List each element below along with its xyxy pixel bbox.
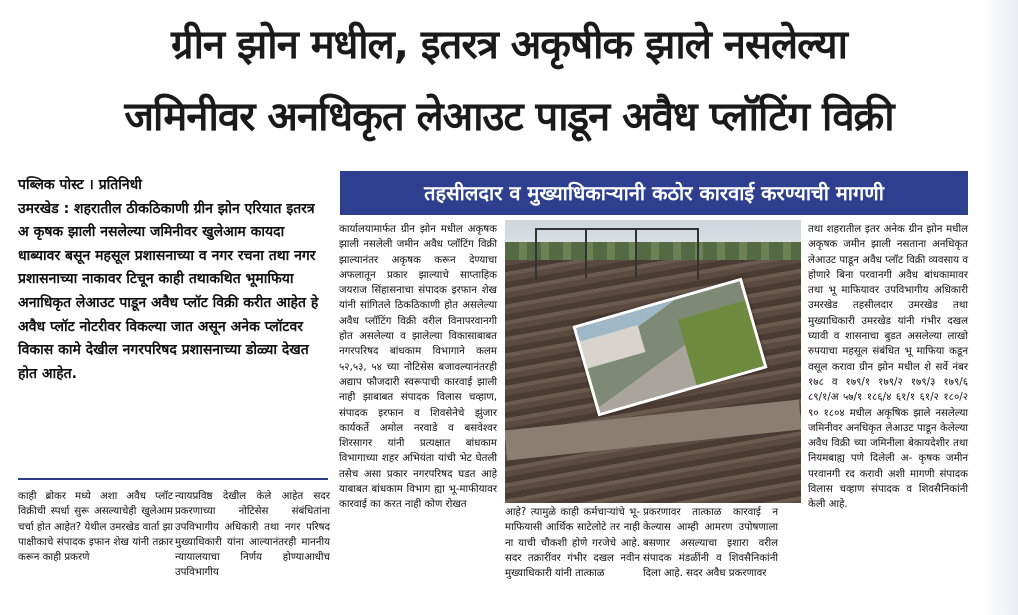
article-column-6: तथा शहरातील इतर अनेक ग्रीन झोन मधील अकृषक जमीन झाली नसताना अनधिकृत लेआउट पाडून अवैध प्लॉट विक्री व्यवसाय व होणारे बिना परवानगी अवैध बांधकामावर तथा भू माफियावर उपविभागीय अधिकारी उमरखेड तहसीलदार उमरखेड तथा मुख्याधिकारी उमरखेड यांनी गंभीर दखल घ्यावी व शासनाचा बुडत असलेल्या लाखो रुपयाचा महसूल संबंधित भू माफिया कडून वसूल करावा ग्रीन झोन मधील शे सर्वे नंबर १७८ व १७९/१ १७९/२ १७९/३ १७९/६ ८९/१/अ ५७/१ १८६/४ ६१/१ ६१/२ १८०/२ ९० १८०४ मधील अकृषिक झाले नसलेल्या जमिनीवर अनधिकृत लेआउट पाडून केलेल्या अवैध विक्री च्या जमिनीला बेकायदेशीर तथा नियमबाह्य पणे दिलेली अ- कृषक जमीन परवानगी रद करावी अशी मागणी संपादक विलास चव्हाण संपादक व शिवसैनिकांनी केली आहे.	[808, 224, 968, 511]
article-column-3: कार्यालयामार्फत ग्रीन झोन मधील अकृषक झाली नसलेली जमीन अवैध प्लॉटिंग विक्री झाल्यानंतर अकृषक करून देण्याचा अफलातून प्रकार झाल्याचे साप्ताहिक जयराज सिंहासनाचा संपादक इरफान शेख यांनी सांगितले ठिकठिकाणी होत असलेल्या अवैध प्लॉटिंग विक्री वरील विनापरवानगी होत असलेल्या व झालेल्या विकासाबाबत नगरपरिषद बांधकाम विभागाने कलम ५२,५३, ५४ च्या नोटिसेस बजावल्यानंतरही अद्याप फौजदारी स्वरूपाची कारवाई झाली नाही झाबाबत संपादक विलास चव्हाण, संपादक इरफान व शिवसेनेचे झुंजार कार्यकर्ते अमोल नरवाडे व बसवेश्वर शिरसागर यांनी प्रत्यक्षात बांधकाम विभागाच्या शहर अभियंता यांची भेट घेतली तसेच असा प्रकार नगरपरिषद घडत आहे याबाबत बांधकाम विभाग ह्या भू-माफीयावर कारवाई का करत नाही कोण रोखत	[339, 224, 497, 511]
page-edge	[982, 0, 1018, 615]
headline-line-1: ग्रीन झोन मधील, इतरत्र अकृषीक झाले नसलेल्या	[171, 22, 847, 68]
article-column-1: काही ब्रोकर मध्ये अशा अवैध प्लॉट विक्रीची स्पर्धा सुरू असल्याचेही खुलेआम चर्चा होत आहेत? येथील उमरखेड वार्ता झा पाक्षीकाचे संपादक इफान शेख यांनी तक्रार करून काही प्रकरणे	[18, 491, 173, 564]
article-column-5: प्रकरणावर तात्काळ कारवाई न केल्यास आम्ही आमरण उपोषणाला बसणार असल्याचा इशारा वरील संपादक मंडळींनी व शिवसैनिकांनी दिला आहे. सदर अवैध प्रकरणावर	[643, 507, 778, 580]
intro-paragraph	[18, 174, 328, 386]
headline-line-2: जमिनीवर अनधिकृत लेआउट पाडून अवैध प्लॉटिंग विक्री	[124, 94, 894, 140]
photo-frame-post	[635, 228, 637, 278]
photo-frame-post	[585, 228, 587, 278]
article-column-2: न्यायप्रविष्ठ देखील केले आहेत सदर प्रकरणाच्या नोटिसेस संबंधितांना उपविभागीय अधिकारी तथा नगर परिषद मुख्याधिकारी यांना आल्यानंतरही माननीय न्यायालयाचा निर्णय होण्याआधीच उपविभागीय	[175, 491, 330, 579]
intro-text: उमरखेड : शहरातील ठीकठिकाणी ग्रीन झोन एरियात इतरत्र अ कृषक झाली नसलेल्या जमिनीवर खुलेआम कायदा धाब्यावर बसून महसूल प्रशासनाच्या व नगर रचना तथा नगर प्रशासनाच्या नाकावर टिचून काही तथाकथित भूमाफिया अनाधिकृत लेआउट पाडून अवैध प्लॉट विक्री करीत आहेत हे अवैध प्लॉट नोटरीवर विकल्या जात असून अनेक प्लॉटवर विकास कामे देखील नगरपरिषद प्रशासनाच्या डोळ्या देखत होत आहेत.	[18, 200, 319, 382]
byline: पब्लिक पोस्ट । प्रतिनिधी	[18, 177, 142, 193]
subheadline-banner: तहसीलदार व मुख्याधिकाऱ्यानी कठोर कारवाई करण्याची मागणी	[340, 171, 968, 215]
inset-wall	[580, 325, 645, 368]
divider	[18, 478, 328, 480]
photo-frame	[535, 228, 699, 280]
inset-grass	[678, 301, 764, 386]
article-column-4: आहे? त्यामुळे काही कर्मचार्‍यांचे भू-माफियासी आर्थिक साटेलोटे तर नाही ना याची चौकशी होणे गरजेचे आहे. सदर तक्रारींवर गंभीर दखल नवीन मुख्याधिकारी यांनी तात्काळ	[505, 507, 640, 580]
